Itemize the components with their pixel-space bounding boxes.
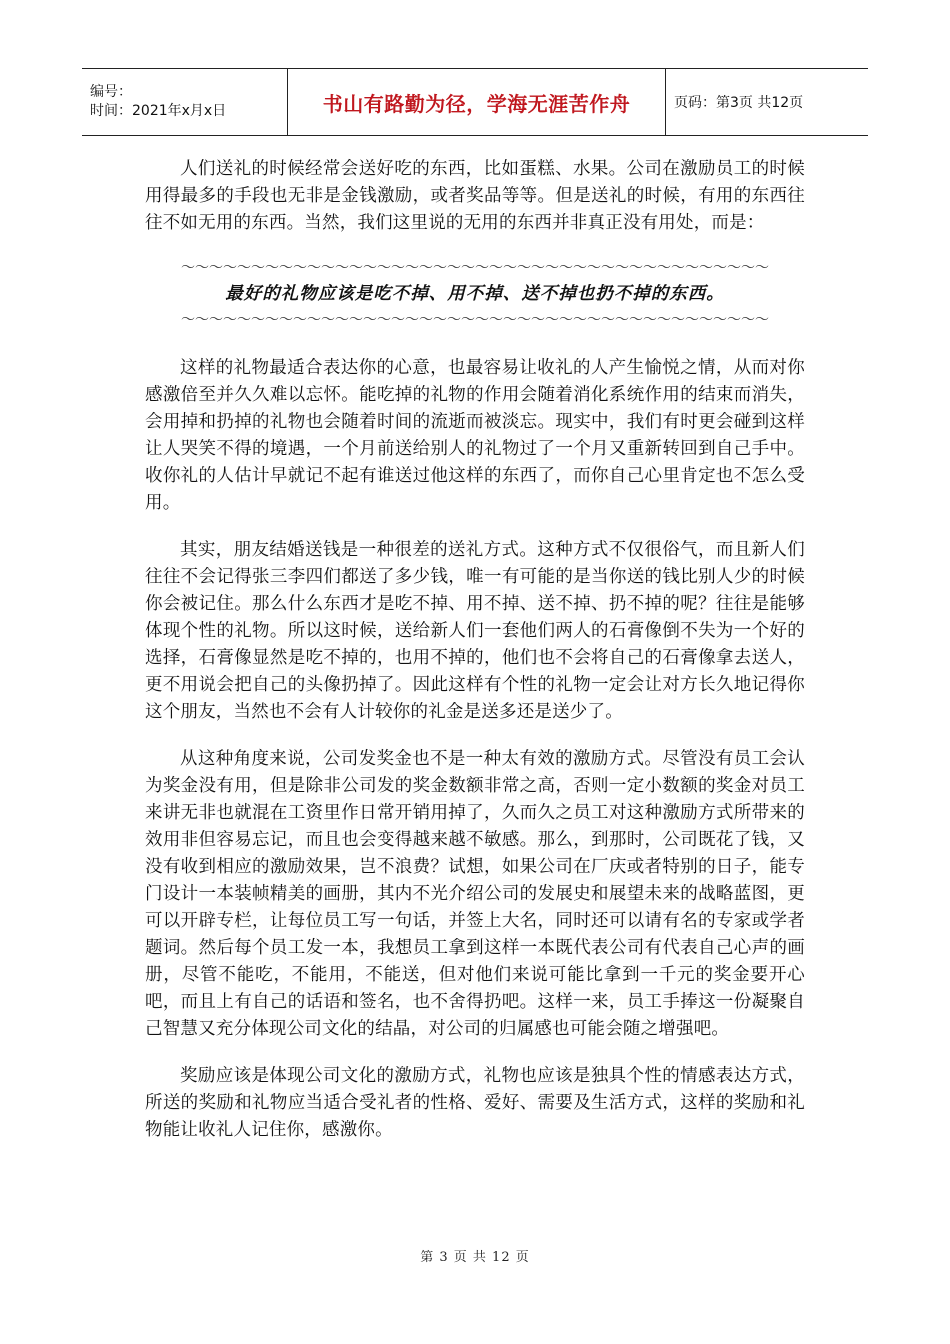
header-motto: 书山有路勤为径，学海无涯苦作舟 (288, 69, 666, 136)
wave-divider-bottom: ～～～～～～～～～～～～～～～～～～～～～～～～～～～～～～～～～～～～～～～～～～ (181, 312, 769, 328)
body-paragraph: 奖励应该是体现公司文化的激励方式，礼物也应该是独具个性的情感表达方式，所送的奖励和礼物应当适合受礼者的性格、爱好、需要及生活方式，这样的奖励和礼物能让收礼人记住你，感激你。 (145, 1066, 805, 1140)
header-meta-cell (82, 69, 288, 136)
page-footer: 第 3 页 共 12 页 (420, 1250, 530, 1265)
highlight-quote: 最好的礼物应该是吃不掉、用不掉、送不掉也扔不掉的东西。 (225, 284, 725, 304)
document-time-label: 时间：2021年x月x日 (90, 103, 227, 119)
document-number-label: 编号： (90, 84, 132, 100)
document-header (82, 68, 868, 136)
body-paragraph: 这样的礼物最适合表达你的心意，也最容易让收礼的人产生愉悦之情，从而对你感激倍至并久久难以忘怀。能吃掉的礼物的作用会随着消化系统作用的结束而消失，会用掉和扔掉的礼物也会随着时间的流逝而被淡忘。现实中，我们有时更会碰到这样让人哭笑不得的境遇，一个月前送给别人的礼物过了一个月又重新转回到自己手中。收你礼的人估计早就记不起有谁送过他这样的东西了，而你自己心里肯定也不怎么受用。 (145, 358, 805, 513)
document-body (145, 156, 805, 1164)
wave-divider-top: ～～～～～～～～～～～～～～～～～～～～～～～～～～～～～～～～～～～～～～～～～～ (181, 260, 769, 276)
intro-paragraph: 人们送礼的时候经常会送好吃的东西，比如蛋糕、水果。公司在激励员工的时候用得最多的手段也无非是金钱激励，或者奖品等等。但是送礼的时候，有用的东西往往不如无用的东西。当然，我们这里说的无用的东西并非真正没有用处，而是： (145, 159, 805, 233)
highlight-quote-block (145, 257, 805, 331)
body-paragraph: 从这种角度来说，公司发奖金也不是一种太有效的激励方式。尽管没有员工会认为奖金没有用，但是除非公司发的奖金数额非常之高，否则一定小数额的奖金对员工来讲无非也就混在工资里作日常开销用掉了，久而久之员工对这种激励方式所带来的效用非但容易忘记，而且也会变得越来越不敏感。那么，到那时，公司既花了钱，又没有收到相应的激励效果，岂不浪费？试想，如果公司在厂庆或者特别的日子，能专门设计一本装帧精美的画册，其内不光介绍公司的发展史和展望未来的战略蓝图，更可以开辟专栏，让每位员工写一句话，并签上大名，同时还可以请有名的专家或学者题词。然后每个员工发一本，我想员工拿到这样一本既代表公司有代表自己心声的画册，尽管不能吃，不能用，不能送，但对他们来说可能比拿到一千元的奖金要开心吧，而且上有自己的话语和签名，也不舍得扔吧。这样一来，员工手捧这一份凝聚自己智慧又充分体现公司文化的结晶，对公司的归属感也可能会随之增强吧。 (145, 749, 805, 1039)
header-page-info: 页码：第3页 共12页 (666, 69, 869, 136)
body-paragraph: 其实，朋友结婚送钱是一种很差的送礼方式。这种方式不仅很俗气，而且新人们往往不会记得张三李四们都送了多少钱，唯一有可能的是当你送的钱比别人少的时候你会被记住。那么什么东西才是吃不掉、用不掉、送不掉、扔不掉的呢？往往是能够体现个性的礼物。所以这时候，送给新人们一套他们两人的石膏像倒不失为一个好的选择，石膏像显然是吃不掉的，也用不掉的，他们也不会将自己的石膏像拿去送人，更不用说会把自己的头像扔掉了。因此这样有个性的礼物一定会让对方长久地记得你这个朋友，当然也不会有人计较你的礼金是送多还是送少了。 (145, 540, 805, 722)
